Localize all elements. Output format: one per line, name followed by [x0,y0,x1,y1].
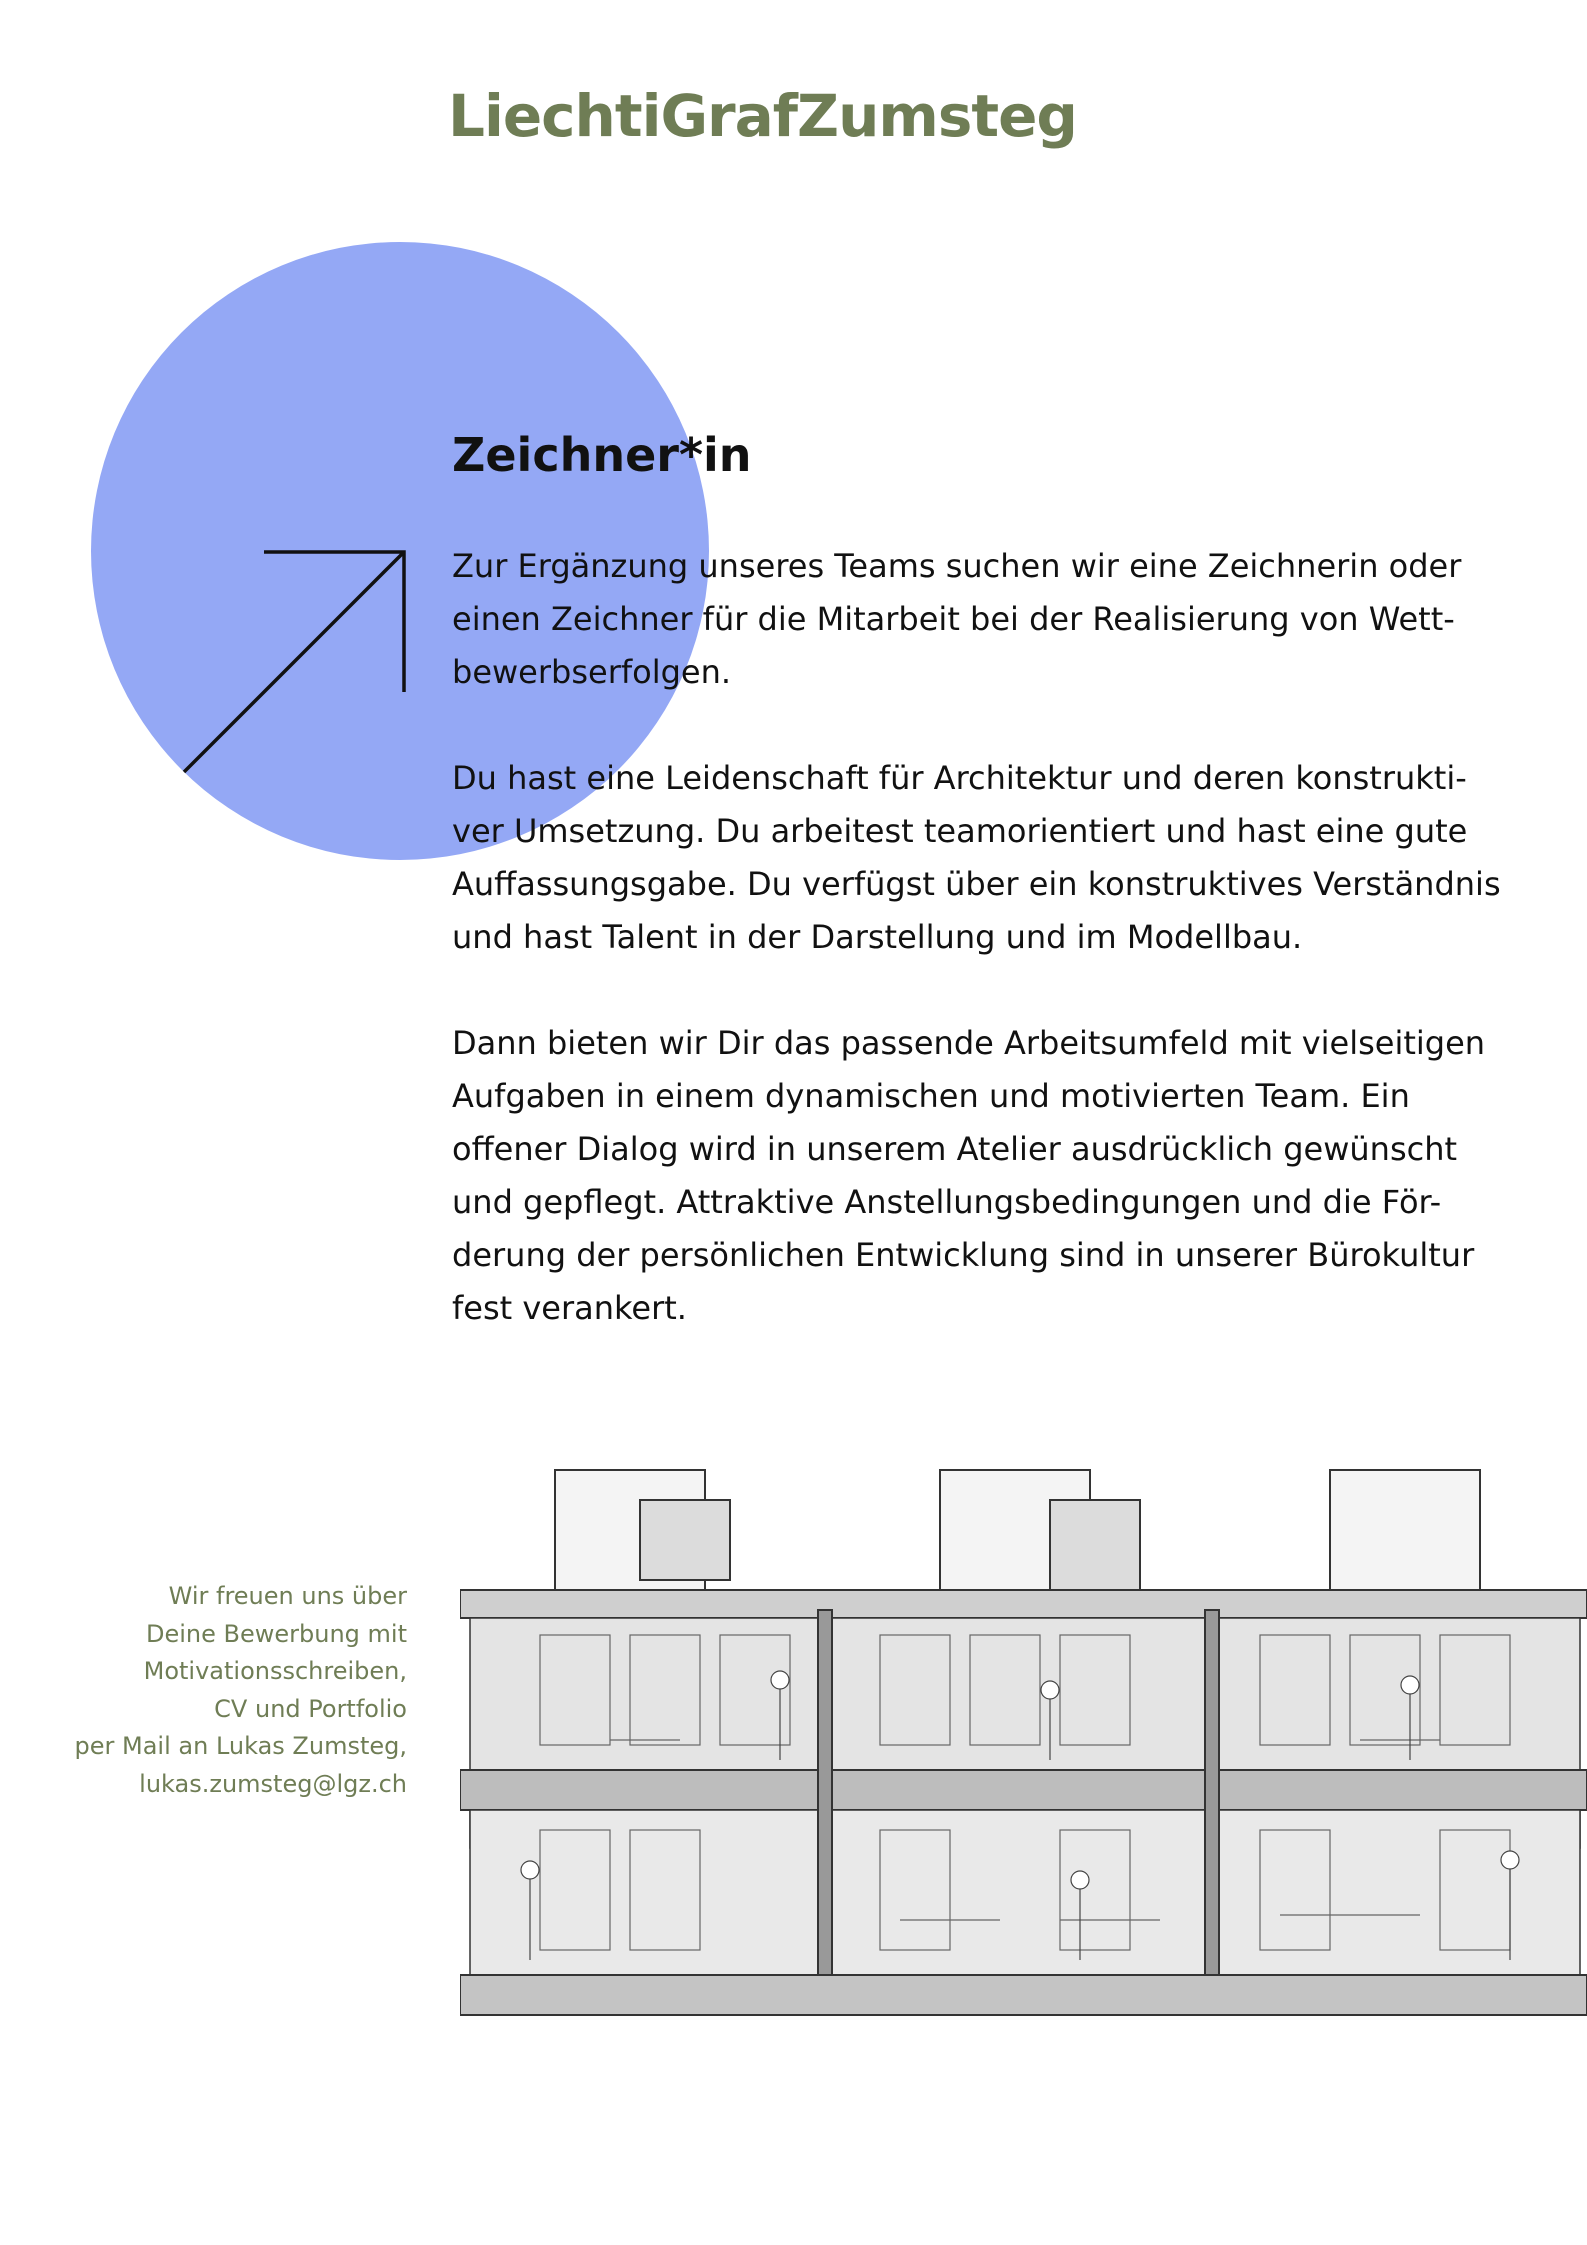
contact-line: Wir freuen uns über [168,1582,407,1610]
arrow-up-right-icon [170,540,420,790]
job-description [452,540,1562,1388]
contact-line: per Mail an Lukas Zumsteg, [74,1732,407,1760]
architectural-section-drawing [460,1460,1587,2020]
company-logo: LiechtiGrafZumsteg [448,82,1077,150]
paragraph-profile: Du hast eine Leidenschaft für Architektur und deren konstrukti- ver Umsetzung. Du arbeitest teamorientiert und hast eine gute Auffassungsgabe. Du verfügst über ein konstruktives Verständnis und hast Talent in der Darstellung und im Modellbau. [452,759,1501,956]
contact-line: Motivationsschreiben, [143,1657,407,1685]
contact-line: CV und Portfolio [214,1694,407,1723]
job-title: Zeichner*in [452,428,752,482]
paragraph-offer: Dann bieten wir Dir das passende Arbeitsumfeld mit vielseitigen Aufgaben in einem dynamischen und motivierten Team. Ein offener Dialog wird in unserem Atelier ausdrücklich gewünscht und gepflegt. Attraktive Anstellungsbedingungen und die För- derung der persönlichen Entwicklung sind in unserer Bürokultur fest verankert. [452,1024,1486,1327]
contact-email[interactable]: lukas.zumsteg@lgz.ch [139,1769,407,1798]
contact-line: Deine Bewerbung mit [146,1619,407,1648]
application-note [75,1578,407,1803]
paragraph-intro: Zur Ergänzung unseres Teams suchen wir eine Zeichnerin oder einen Zeichner für die Mitarbeit bei der Realisierung von Wett- bewerbserfolgen. [452,547,1462,691]
